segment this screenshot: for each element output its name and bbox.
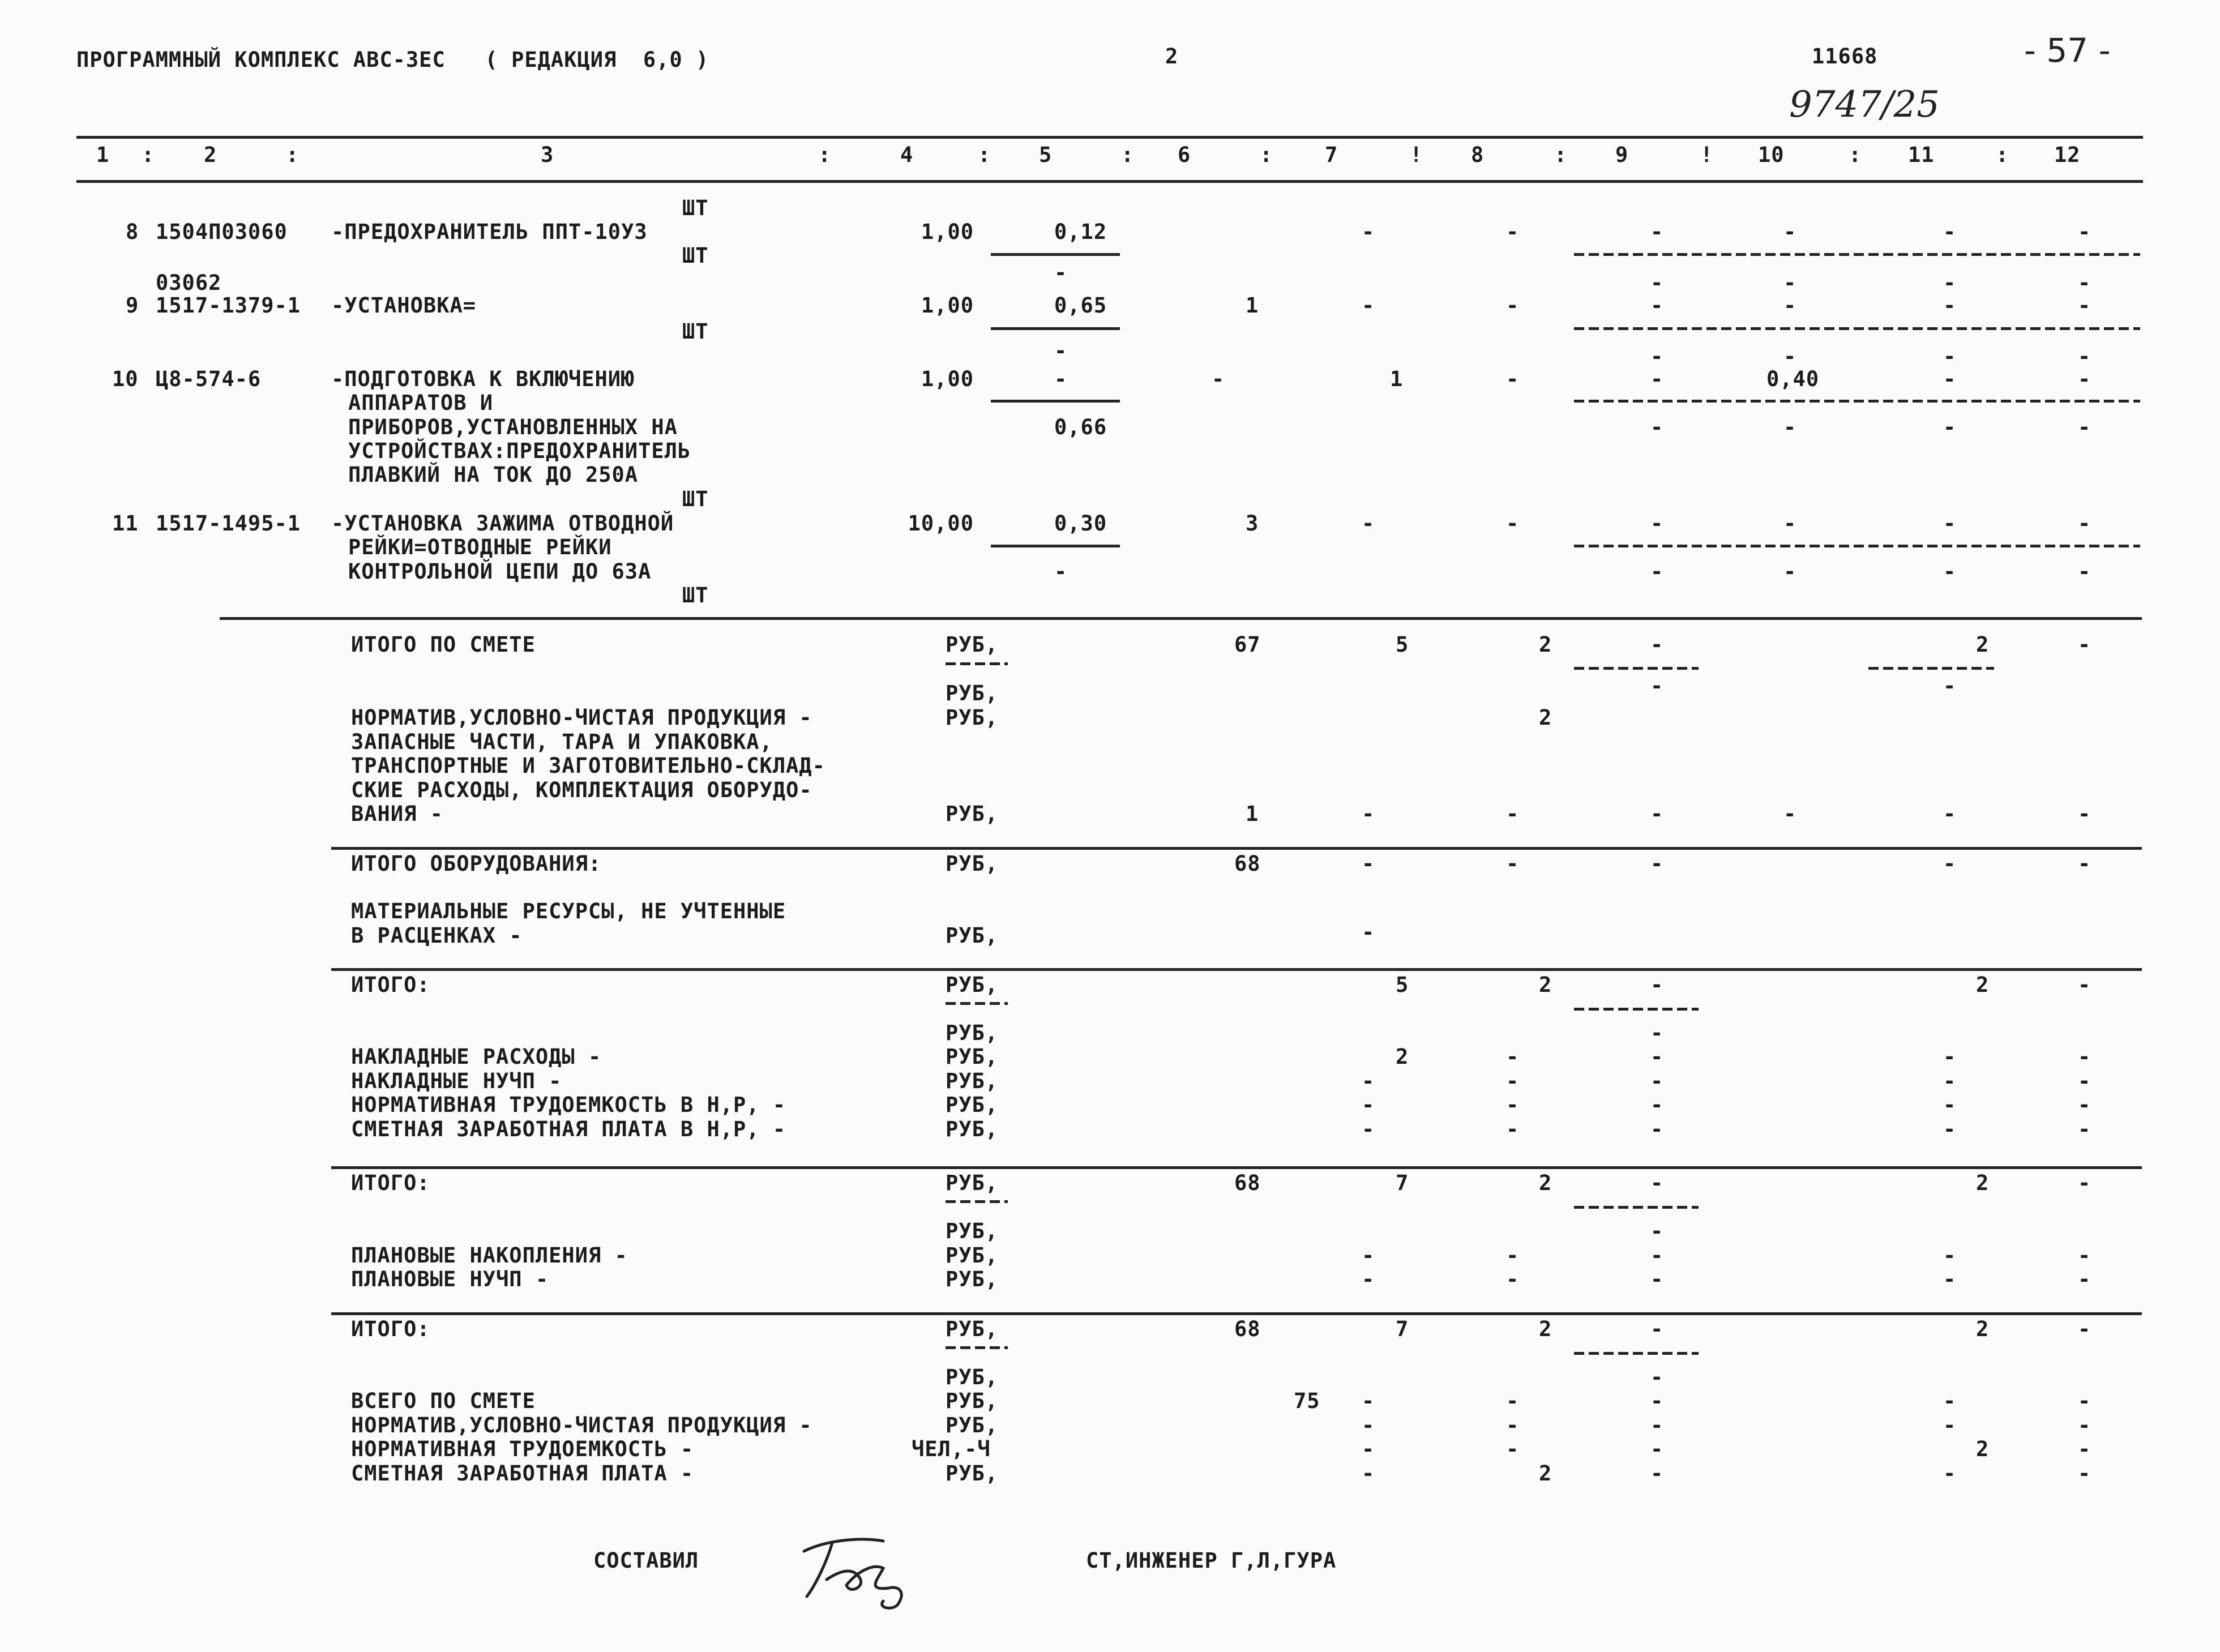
row-number: 10 [112, 367, 139, 391]
unit-label: ШТ [682, 196, 709, 220]
section-rule [331, 968, 2142, 971]
dash-c12: - [2078, 1045, 2091, 1069]
unit-rub: РУБ, [946, 851, 999, 876]
total-label: НОРМАТИВНАЯ ТРУДОЕМКОСТЬ - [351, 1437, 694, 1461]
dash-c8: - [1506, 802, 1520, 826]
unit-rub: РУБ, [946, 1317, 999, 1341]
dash-c9: - [1650, 1365, 1664, 1389]
header-top-rule [76, 136, 2143, 139]
col-header: 7 [1325, 143, 1338, 167]
dash-c11: - [1943, 1069, 1957, 1093]
total-label: НОРМАТИВ,УСЛОВНО-ЧИСТАЯ ПРОДУКЦИЯ - [351, 1413, 812, 1437]
dash-c7: - [1362, 1461, 1375, 1486]
unit-rub: РУБ, [946, 1117, 999, 1141]
dash-c7: - [1362, 1413, 1375, 1437]
row-qty: 1,00 [921, 293, 974, 318]
total-label: НАКЛАДНЫЕ НУЧП - [351, 1069, 562, 1093]
dash-c7: - [1362, 1117, 1375, 1141]
dash-c8: - [1506, 1069, 1520, 1093]
dash-c9: - [1650, 1117, 1664, 1141]
composed-label: СОСТАВИЛ [593, 1548, 699, 1573]
dash-c9: - [1650, 851, 1664, 876]
dash-c12: - [2078, 271, 2091, 295]
col-header: 1 [96, 143, 110, 167]
dash-c10: - [1783, 802, 1797, 826]
row-name: РЕЙКИ=ОТВОДНЫЕ РЕЙКИ [348, 535, 612, 559]
dash-c9: - [1650, 220, 1664, 244]
dash-c12: - [2078, 220, 2091, 244]
row-name: АППАРАТОВ И [348, 391, 494, 415]
dash-c9: - [1650, 1413, 1664, 1437]
unit-label: ШТ [682, 319, 709, 344]
dash-c11: - [1943, 559, 1957, 584]
rub-underline [946, 1346, 1008, 1349]
dash-c11: - [1943, 1243, 1957, 1268]
dash-c10: - [1783, 344, 1797, 369]
row-name: -ПОДГОТОВКА К ВКЛЮЧЕНИЮ [331, 367, 635, 391]
total-c6: 1 [1246, 802, 1259, 826]
dash-c9: - [1650, 1437, 1664, 1461]
dash-c12: - [2078, 344, 2091, 369]
col-sep: ! [1410, 143, 1423, 167]
total-label: СМЕТНАЯ ЗАРАБОТНАЯ ПЛАТА В Н,Р, - [351, 1117, 786, 1141]
dash-c9: - [1650, 511, 1664, 536]
dash-c12: - [2078, 802, 2091, 826]
row-name: ПРИБОРОВ,УСТАНОВЛЕННЫХ НА [348, 415, 678, 439]
section-rule [220, 617, 2142, 620]
unit-rub: РУБ, [946, 1461, 999, 1486]
dash-c5: - [1054, 367, 1068, 391]
dash-c5: - [1054, 559, 1068, 584]
total-c8: 2 [1539, 1317, 1552, 1341]
row-code: Ц8-574-6 [156, 367, 262, 391]
unit-rub: РУБ, [946, 1021, 999, 1045]
dash-c11: - [1943, 220, 1957, 244]
dash-c7: - [1362, 851, 1375, 876]
dash-c9: - [1650, 1267, 1664, 1291]
dash-c7: - [1362, 1093, 1375, 1117]
dash-c12: - [2078, 1171, 2091, 1195]
row-col6: 1 [1246, 293, 1259, 318]
col11-underline [1868, 667, 1994, 670]
row-name: УСТРОЙСТВАХ:ПРЕДОХРАНИТЕЛЬ [348, 439, 691, 463]
dash-c8: - [1506, 1437, 1520, 1461]
row-qty: 1,00 [921, 367, 974, 391]
section-rule [331, 1166, 2142, 1169]
total-label: ВАНИЯ - [351, 802, 443, 826]
dash-c7: - [1362, 1389, 1375, 1413]
handwritten-reference: 9747/25 [1789, 84, 1940, 126]
dash-c9: - [1650, 1021, 1664, 1045]
dash-c11: - [1943, 344, 1957, 369]
row-number: 9 [126, 293, 139, 318]
row-code: 1517-1495-1 [156, 511, 301, 536]
dash-c9: - [1650, 293, 1664, 318]
rub-underline [946, 1200, 1008, 1203]
dash-c12: - [2078, 1317, 2091, 1341]
dash-c12: - [2078, 1267, 2091, 1291]
dash-c12: - [2078, 293, 2091, 318]
dash-c8: - [1506, 1389, 1520, 1413]
dash-c7: - [1362, 293, 1375, 318]
unit-rub: РУБ, [946, 973, 999, 997]
unit-rub: РУБ, [946, 802, 999, 826]
dash-c12: - [2078, 1093, 2091, 1117]
row-number: 11 [112, 511, 139, 536]
total-c8: 2 [1539, 1461, 1552, 1486]
unit-rub: РУБ, [946, 632, 999, 657]
col9-underline [1574, 1008, 1699, 1011]
total-label: ЗАПАСНЫЕ ЧАСТИ, ТАРА И УПАКОВКА, [351, 730, 773, 754]
dash-c8: - [1506, 1267, 1520, 1291]
col-header: 4 [900, 143, 914, 167]
dash-c12: - [2078, 415, 2091, 439]
dash-c8: - [1506, 1413, 1520, 1437]
dash-c9: - [1650, 559, 1664, 584]
total-label: НАКЛАДНЫЕ РАСХОДЫ - [351, 1045, 602, 1069]
unit-rub: РУБ, [946, 705, 999, 730]
dash-c12: - [2078, 559, 2091, 584]
section-rule [331, 1312, 2142, 1315]
dash-c11: - [1943, 1093, 1957, 1117]
dash-c9: - [1650, 1093, 1664, 1117]
unit-rub: РУБ, [946, 681, 999, 705]
sheet-number: 2 [1165, 44, 1179, 69]
dash-c6: - [1212, 367, 1225, 391]
total-label: ИТОГО: [351, 973, 430, 997]
col-header: 9 [1615, 143, 1629, 167]
dash-c8: - [1506, 1117, 1520, 1141]
dash-c8: - [1506, 1243, 1520, 1268]
col-header: 5 [1039, 143, 1053, 167]
col-header: 12 [2054, 143, 2081, 167]
header-bottom-rule [76, 180, 2143, 183]
row-col5: 0,12 [1054, 220, 1107, 244]
total-c6: 68 [1234, 1317, 1261, 1341]
dash-c11: - [1943, 1461, 1957, 1486]
col-header: 2 [204, 143, 217, 167]
dash-c11: - [1943, 511, 1957, 536]
dash-c10: - [1783, 415, 1797, 439]
col5-rule [991, 545, 1120, 547]
dash-c11: - [1943, 271, 1957, 295]
row-underline [1574, 545, 2140, 547]
dash-c12: - [2078, 973, 2091, 997]
dash-c10: - [1783, 293, 1797, 318]
total-c11: 2 [1976, 1437, 1990, 1461]
dash-c11: - [1943, 293, 1957, 318]
dash-c8: - [1506, 293, 1520, 318]
unit-label: ШТ [682, 583, 709, 607]
dash-c8: - [1506, 1045, 1520, 1069]
dash-c9: - [1650, 1045, 1664, 1069]
dash-c10: - [1783, 220, 1797, 244]
dash-c7: - [1362, 802, 1375, 826]
dash-c11: - [1943, 1413, 1957, 1437]
dash-c11: - [1943, 851, 1957, 876]
signer: СТ,ИНЖЕНЕР Г,Л,ГУРА [1086, 1548, 1337, 1573]
col-header: 6 [1178, 143, 1191, 167]
total-label: ИТОГО ОБОРУДОВАНИЯ: [351, 851, 602, 876]
col-sep: : [1260, 143, 1273, 167]
page-number: - 57 - [2024, 31, 2111, 70]
total-c7: 2 [1396, 1045, 1409, 1069]
col-sep: : [142, 143, 155, 167]
row-name: КОНТРОЛЬНОЙ ЦЕПИ ДО 63А [348, 559, 652, 584]
total-c8: 2 [1539, 973, 1552, 997]
total-label: СКИЕ РАСХОДЫ, КОМПЛЕКТАЦИЯ ОБОРУДО- [351, 778, 812, 802]
row-pre-code: 03062 [156, 271, 222, 295]
col-sep: : [978, 143, 991, 167]
total-c11: 2 [1976, 1317, 1990, 1341]
col-sep: : [1554, 143, 1568, 167]
dash-c8: - [1506, 220, 1520, 244]
unit-rub: РУБ, [946, 1243, 999, 1268]
unit-rub: РУБ, [946, 1267, 999, 1291]
total-label: МАТЕРИАЛЬНЫЕ РЕСУРСЫ, НЕ УЧТЕННЫЕ [351, 899, 786, 923]
dash-c12: - [2078, 511, 2091, 536]
col5-rule [991, 253, 1120, 256]
row-qty: 10,00 [908, 511, 974, 536]
dash-c9: - [1650, 674, 1664, 698]
dash-c7: - [1362, 1437, 1375, 1461]
dash-c9: - [1650, 1389, 1664, 1413]
unit-rub: РУБ, [946, 1413, 999, 1437]
col-header: 3 [541, 143, 554, 167]
total-c6: 68 [1234, 851, 1261, 876]
row-col6: 3 [1246, 511, 1259, 536]
dash-c10: - [1783, 271, 1797, 295]
col-sep: : [1849, 143, 1862, 167]
total-label: ПЛАНОВЫЕ НУЧП - [351, 1267, 549, 1291]
dash-c9: - [1650, 415, 1664, 439]
dash-c12: - [2078, 1437, 2091, 1461]
row-qty: 1,00 [921, 220, 974, 244]
signature-icon [793, 1529, 923, 1614]
dash-c12: - [2078, 851, 2091, 876]
dash-c11: - [1943, 1267, 1957, 1291]
unit-label: ШТ [682, 243, 709, 268]
row-name: -УСТАНОВКА= [331, 293, 477, 318]
row-col10: 0,40 [1766, 367, 1820, 391]
col9-underline [1574, 1352, 1699, 1355]
dash-c12: - [2078, 367, 2091, 391]
rub-underline [946, 1002, 1008, 1005]
dash-c7: - [1362, 220, 1375, 244]
col5-rule [991, 327, 1120, 330]
unit-label: ШТ [682, 487, 709, 511]
dash-c7: - [1362, 511, 1375, 536]
dash-c7: - [1362, 1243, 1375, 1268]
dash-c12: - [2078, 632, 2091, 657]
row-code: 1517-1379-1 [156, 293, 301, 318]
total-c11: 2 [1976, 632, 1990, 657]
dash-c11: - [1943, 1389, 1957, 1413]
col-sep: ! [1700, 143, 1714, 167]
program-title: ПРОГРАММНЫЙ КОМПЛЕКС АВС-3ЕС ( РЕДАКЦИЯ 6,0 ) [76, 48, 709, 72]
total-label: ВСЕГО ПО СМЕТЕ [351, 1389, 536, 1413]
dash-c12: - [2078, 1117, 2091, 1141]
dash-c7: - [1362, 1267, 1375, 1291]
total-label: СМЕТНАЯ ЗАРАБОТНАЯ ПЛАТА - [351, 1461, 694, 1486]
total-label: ИТОГО: [351, 1171, 430, 1195]
col-header: 10 [1758, 143, 1785, 167]
row-name: -ПРЕДОХРАНИТЕЛЬ ППТ-10У3 [331, 220, 648, 244]
unit-rub: РУБ, [946, 1069, 999, 1093]
row-underline [1574, 327, 2140, 330]
total-c11: 2 [1976, 973, 1990, 997]
total-c7: 7 [1396, 1317, 1409, 1341]
dash-c5: - [1054, 260, 1068, 285]
dash-c11: - [1943, 1045, 1957, 1069]
unit-rub: РУБ, [946, 1093, 999, 1117]
dash-c11: - [1943, 415, 1957, 439]
total-c8: 2 [1539, 632, 1552, 657]
total-c6: 68 [1234, 1171, 1261, 1195]
row-col7: 1 [1390, 367, 1404, 391]
dash-c9: - [1650, 1243, 1664, 1268]
total-c6: 75 [1294, 1389, 1320, 1413]
dash-c11: - [1943, 367, 1957, 391]
dash-c12: - [2078, 1413, 2091, 1437]
dash-c9: - [1650, 1171, 1664, 1195]
total-label: НОРМАТИВНАЯ ТРУДОЕМКОСТЬ В Н,Р, - [351, 1093, 786, 1117]
total-label: НОРМАТИВ,УСЛОВНО-ЧИСТАЯ ПРОДУКЦИЯ - [351, 705, 812, 730]
row-col5: 0,30 [1054, 511, 1107, 536]
dash-c8: - [1506, 367, 1520, 391]
row-code: 1504П03060 [156, 220, 288, 244]
unit-rub: РУБ, [946, 923, 999, 948]
col-sep: : [818, 143, 832, 167]
total-c7: 5 [1396, 973, 1409, 997]
dash-c9: - [1650, 271, 1664, 295]
dash-c9: - [1650, 632, 1664, 657]
dash-c7: - [1362, 920, 1375, 944]
row-name: ПЛАВКИЙ НА ТОК ДО 250А [348, 463, 639, 487]
total-c7: 7 [1396, 1171, 1409, 1195]
dash-c11: - [1943, 1117, 1957, 1141]
row-name: -УСТАНОВКА ЗАЖИМА ОТВОДНОЙ [331, 511, 674, 536]
dash-c11: - [1943, 802, 1957, 826]
total-c6: 67 [1234, 632, 1261, 657]
section-rule [331, 847, 2142, 850]
dash-c9: - [1650, 1219, 1664, 1243]
dash-c5: - [1054, 339, 1068, 363]
document-code: 11668 [1812, 44, 1878, 69]
col-header: 8 [1471, 143, 1485, 167]
dash-c9: - [1650, 344, 1664, 369]
col-header: 11 [1908, 143, 1935, 167]
dash-c9: - [1650, 1069, 1664, 1093]
dash-c9: - [1650, 802, 1664, 826]
dash-c8: - [1506, 851, 1520, 876]
unit-chel: ЧЕЛ,-Ч [912, 1437, 991, 1461]
dash-c9: - [1650, 367, 1664, 391]
dash-c12: - [2078, 1243, 2091, 1268]
row-underline [1574, 400, 2140, 403]
unit-rub: РУБ, [946, 1219, 999, 1243]
dash-c9: - [1650, 973, 1664, 997]
unit-rub: РУБ, [946, 1365, 999, 1389]
total-label: В РАСЦЕНКАХ - [351, 923, 523, 948]
total-c8: 2 [1539, 705, 1552, 730]
row-number: 8 [126, 220, 139, 244]
total-label: ПЛАНОВЫЕ НАКОПЛЕНИЯ - [351, 1243, 628, 1268]
rub-underline [946, 662, 1008, 665]
row-col5-b: 0,66 [1054, 415, 1107, 439]
total-label: ИТОГО: [351, 1317, 430, 1341]
unit-rub: РУБ, [946, 1389, 999, 1413]
total-c11: 2 [1976, 1171, 1990, 1195]
dash-c12: - [2078, 1461, 2091, 1486]
unit-rub: РУБ, [946, 1171, 999, 1195]
col-sep: : [286, 143, 300, 167]
dash-c12: - [2078, 1389, 2091, 1413]
row-underline [1574, 253, 2140, 256]
dash-c12: - [2078, 1069, 2091, 1093]
dash-c9: - [1650, 1317, 1664, 1341]
total-c7: 5 [1396, 632, 1409, 657]
total-label: ИТОГО ПО СМЕТЕ [351, 632, 536, 657]
total-label: ТРАНСПОРТНЫЕ И ЗАГОТОВИТЕЛЬНО-СКЛАД- [351, 754, 825, 778]
col-sep: : [1996, 143, 2009, 167]
total-c8: 2 [1539, 1171, 1552, 1195]
col5-rule [991, 400, 1120, 403]
dash-c11: - [1943, 674, 1957, 698]
col9-underline [1574, 1206, 1699, 1209]
dash-c10: - [1783, 511, 1797, 536]
dash-c8: - [1506, 1093, 1520, 1117]
unit-rub: РУБ, [946, 1045, 999, 1069]
col-sep: : [1121, 143, 1135, 167]
dash-c8: - [1506, 511, 1520, 536]
row-col5: 0,65 [1054, 293, 1107, 318]
dash-c7: - [1362, 1069, 1375, 1093]
dash-c10: - [1783, 559, 1797, 584]
dash-c9: - [1650, 1461, 1664, 1486]
col9-underline [1574, 667, 1699, 670]
